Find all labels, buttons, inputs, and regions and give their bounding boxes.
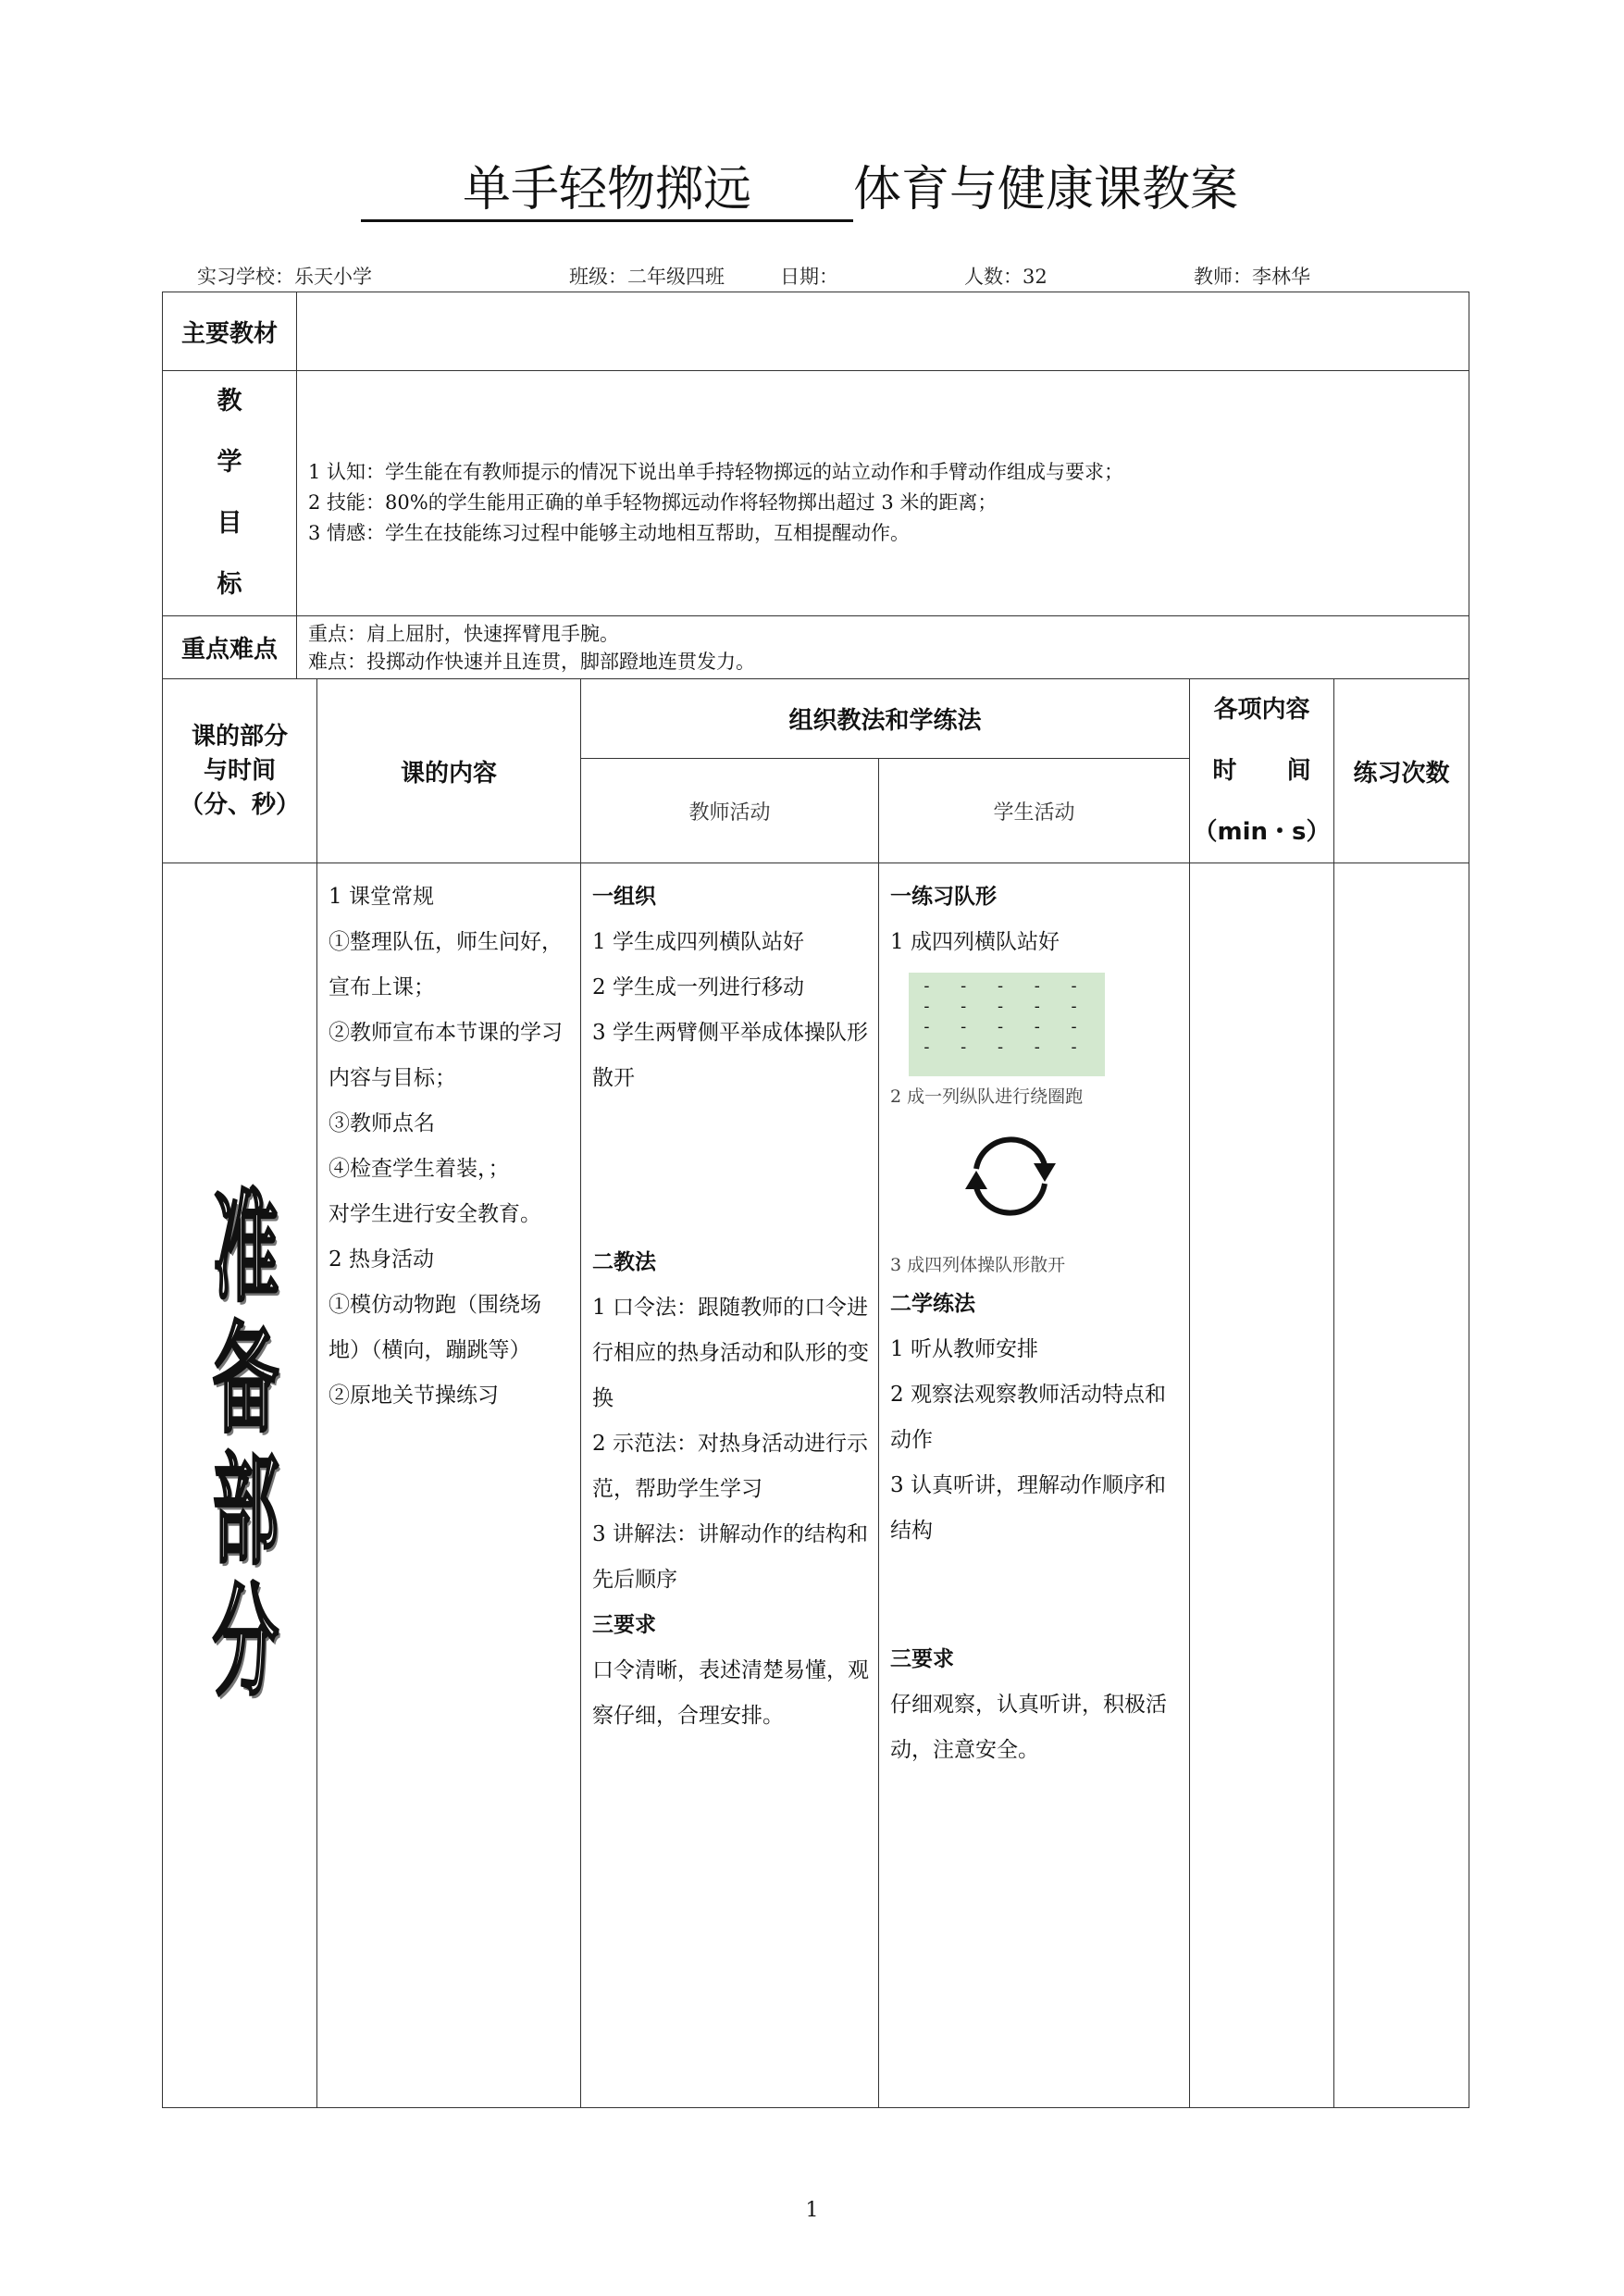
student-line: 仔细观察，认真听讲，积极活动，注意安全。 (890, 1693, 1167, 1762)
row-key-points (163, 616, 1469, 679)
objectives-label: 教 学 目 标 (163, 371, 297, 616)
document-title (361, 153, 1305, 227)
content-line: 对学生进行安全教育。 (329, 1202, 541, 1226)
teacher-heading: 二教法 (592, 1250, 656, 1274)
key-points-text (297, 616, 1469, 679)
header-content: 课的内容 (317, 679, 581, 863)
student-line: 2 观察法观察教师活动特点和动作 (890, 1383, 1166, 1452)
student-line: 2 成一列纵队进行绕圈跑 (890, 1086, 1084, 1107)
student-line: 1 听从教师安排 (890, 1337, 1038, 1361)
circle-run-icon (950, 1121, 1071, 1232)
key-point: 重点：肩上屈肘，快速挥臂甩手腕。 (308, 622, 619, 645)
meta-count: 人数：32 (964, 266, 1048, 288)
objectives-text (297, 371, 1469, 616)
objective-item: 1 认知：学生能在有教师提示的情况下说出单手持轻物掷远的站立动作和手臂动作组成与要求； (308, 460, 1124, 483)
prep-teacher-activity (581, 863, 879, 2108)
teacher-line: 1 口令法：跟随教师的口令进行相应的热身活动和队形的变换 (592, 1296, 869, 1410)
meta-school: 实习学校：乐天小学 (197, 266, 372, 288)
meta-date: 日期： (780, 266, 838, 288)
teacher-heading: 一组织 (592, 885, 656, 909)
header-reps: 练习次数 (1334, 679, 1469, 863)
content-line: ①模仿动物跑（围绕场地）（横向，蹦跳等） (329, 1293, 541, 1362)
prep-reps (1334, 863, 1469, 2108)
row-prep (163, 863, 1469, 2108)
student-line: 3 成四列体操队形散开 (890, 1255, 1066, 1275)
main-material-value (297, 292, 1469, 371)
key-points-label: 重点难点 (163, 616, 297, 679)
teacher-heading: 三要求 (592, 1613, 656, 1637)
prep-student-activity (879, 863, 1190, 2108)
meta-class: 班级：二年级四班 (569, 266, 725, 288)
prep-word-art: 准备部分 (201, 1184, 279, 1709)
main-material-label: 主要教材 (163, 292, 297, 371)
header-time: 各项内容 时 间 （min・s） (1190, 679, 1334, 863)
content-line: ③教师点名 (329, 1111, 435, 1136)
content-line: ④检查学生着装，； (329, 1157, 510, 1181)
teacher-line: 3 讲解法：讲解动作的结构和先后顺序 (592, 1522, 868, 1592)
content-line: ②教师宣布本节课的学习内容与目标； (329, 1021, 563, 1090)
content-line: 1 课堂常规 (329, 885, 434, 909)
student-line: 1 成四列横队站好 (890, 930, 1060, 954)
teacher-line: 2 学生成一列进行移动 (592, 975, 804, 999)
title-underline (361, 160, 853, 222)
student-heading: 三要求 (890, 1647, 954, 1671)
page-number: 1 (805, 2199, 819, 2222)
teacher-line: 3 学生两臂侧平举成体操队形散开 (592, 1021, 868, 1090)
prep-section-label (163, 863, 317, 2108)
content-line: ①整理队伍，师生问好，宣布上课； (329, 930, 563, 999)
content-line: ②原地关节操练习 (329, 1384, 499, 1408)
objective-item: 3 情感：学生在技能练习过程中能够主动地相互帮助，互相提醒动作。 (308, 521, 911, 544)
header-part-time: 课的部分 与时间 （分、秒） (163, 679, 317, 863)
student-heading: 二学练法 (890, 1292, 975, 1316)
prep-content (317, 863, 581, 2108)
header-teacher: 教师活动 (581, 759, 879, 863)
teacher-line: 1 学生成四列横队站好 (592, 930, 804, 954)
meta-line (0, 262, 1624, 290)
key-point: 难点：投掷动作快速并且连贯，脚部蹬地连贯发力。 (308, 650, 755, 673)
teacher-line: 2 示范法：对热身活动进行示范，帮助学生学习 (592, 1432, 868, 1501)
row-main-material (163, 292, 1469, 371)
title-suffix: 体育与健康课教案 (853, 162, 1239, 217)
teacher-line: 口令清晰，表述清楚易懂，观察仔细，合理安排。 (592, 1658, 869, 1728)
lesson-plan-table (162, 292, 1469, 2108)
header-method: 组织教法和学练法 (581, 679, 1190, 759)
row-header-1 (163, 679, 1469, 759)
objective-item: 2 技能：80%的学生能用正确的单手轻物掷远动作将轻物掷出超过 3 米的距离； (308, 490, 998, 514)
student-heading: 一练习队形 (890, 885, 997, 909)
lesson-name: 单手轻物掷远 (463, 162, 752, 217)
content-line: 2 热身活动 (329, 1247, 434, 1272)
meta-teacher: 教师：李林华 (1194, 266, 1310, 288)
formation-grid: - - - - - - - - - - - - - - - - - - - - (909, 973, 1105, 1076)
row-objectives (163, 371, 1469, 616)
student-line: 3 认真听讲，理解动作顺序和结构 (890, 1473, 1166, 1543)
header-student: 学生活动 (879, 759, 1190, 863)
prep-time (1190, 863, 1334, 2108)
